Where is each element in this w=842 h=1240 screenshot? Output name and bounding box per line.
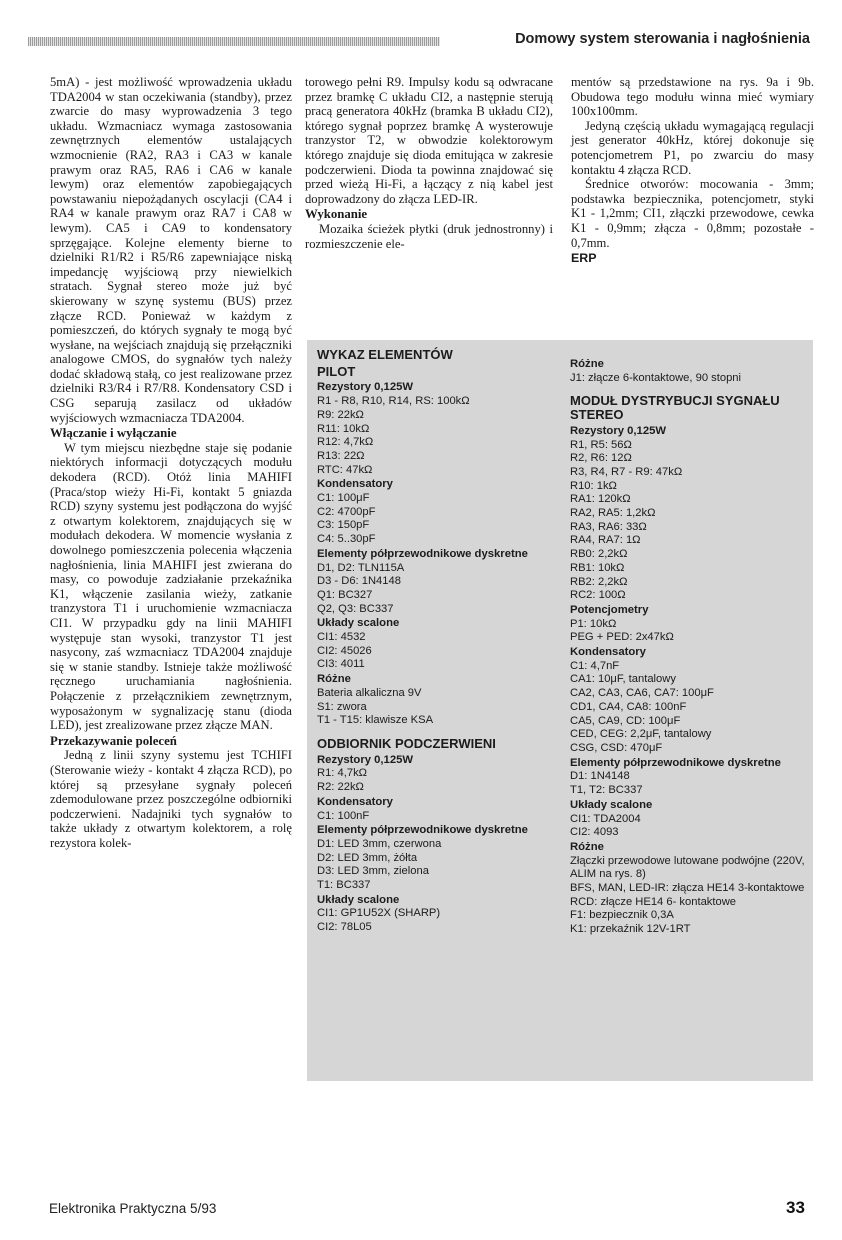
parts-item: R9: 22kΩ xyxy=(317,408,364,421)
parts-item: RTC: 47kΩ xyxy=(317,463,373,476)
text-column-1 xyxy=(50,75,292,850)
parts-item: R12: 4,7kΩ xyxy=(317,436,374,449)
parts-category: Elementy półprzewodnikowe dyskretne xyxy=(570,756,781,769)
parts-item: D1: 1N4148 xyxy=(570,770,630,783)
parts-category: Kondensatory xyxy=(317,795,393,808)
parts-category: Elementy półprzewodnikowe dyskretne xyxy=(317,547,528,560)
parts-item: CI1: TDA2004 xyxy=(570,812,641,825)
list-spacer xyxy=(570,348,808,357)
parts-item: D3 - D6: 1N4148 xyxy=(317,575,401,588)
parts-item: T1: BC337 xyxy=(317,879,371,892)
parts-item: R1 - R8, R10, R14, RS: 100kΩ xyxy=(317,395,470,408)
parts-item: CI2: 78L05 xyxy=(317,921,372,934)
parts-item: RB1: 10kΩ xyxy=(570,561,625,574)
parts-item: BFS, MAN, LED-IR: złącza HE14 3-kontaktowe xyxy=(570,882,805,895)
parts-list-title: WYKAZ ELEMENTÓW xyxy=(317,347,453,362)
parts-category: Różne xyxy=(570,358,604,370)
parts-category: Rezystory 0,125W xyxy=(317,753,414,766)
parts-section-heading: MODUŁ DYSTRYBUCJI SYGNAŁU STEREO xyxy=(570,393,780,423)
parts-item: F1: bezpiecznik 0,3A xyxy=(570,909,674,922)
parts-item: CED, CEG: 2,2μF, tantalowy xyxy=(570,728,712,741)
parts-category: Potencjometry xyxy=(570,603,649,616)
parts-item: RA2, RA5: 1,2kΩ xyxy=(570,507,656,520)
parts-item: C2: 4700pF xyxy=(317,505,376,518)
parts-item: R1: 4,7kΩ xyxy=(317,767,368,780)
parts-category: Różne xyxy=(570,840,604,853)
parts-item: K1: przekaźnik 12V-1RT xyxy=(570,923,691,936)
parts-item: Bateria alkaliczna 9V xyxy=(317,686,422,699)
parts-category: Rezystory 0,125W xyxy=(570,424,667,437)
parts-item: Q2, Q3: BC337 xyxy=(317,602,394,615)
parts-item: Złączki przewodowe lutowane podwójne (220V, ALIM na rys. 8) xyxy=(570,854,805,881)
paragraph: 5mA) - jest możliwość wprowadzenia układu TDA2004 w stan oczekiwania (standby), przez zwarcie do masy wyprowadzenia 3 tego układu. Wzmacniacz wymaga zastosowania zewnętrznych elementów ustalających wzmocnienie (RA2, RA3 i CA3 w kanale prawym oraz RA5, RA6 i CA6 w kanale lewym) oraz elementów zapobiegających powstawaniu niepożądanych oscylacji (CA4 i RA4 w kanale prawym oraz RA7 i CA8 w lewym). CA5 i CA9 to kondensatory sprzęgające. Kolejne elementy bierne to dzielniki R1/R2 i R5/R6 zapewniające niską impedancję wyjściową przy niewielkich stratach. Sygnał stereo może już być skierowany w szynę systemu (BUS) przez złącze RCD. Ponieważ w każdym z pomieszczeń, do których sygnały te mogą być wysłane, na wejściach znajdują się przełączniki analogowe CMOS, do sygnałów tych należy dodać składową stałą, co jest realizowane przez dzielniki R3/R4 i R7/R8. Kondensatory CSD i CSG separują zasilacz od układów wyjściowych wzmacniacza TDA2004. xyxy=(50,75,292,425)
parts-item: C1: 100nF xyxy=(317,809,370,822)
parts-item: C4: 5..30pF xyxy=(317,533,376,546)
paragraph: Jedyną częścią układu wymagającą regulacji jest generator 40kHz, której dokonuje się potencjometrem P1, po zwarciu do masy kontaktu 4 złącza RCD. xyxy=(571,118,814,177)
parts-item: R11: 10kΩ xyxy=(317,422,370,435)
parts-category: Kondensatory xyxy=(570,646,646,659)
parts-item: P1: 10kΩ xyxy=(570,617,617,630)
paragraph: torowego pełni R9. Impulsy kodu są odwracane przez bramkę C układu CI2, a następnie sterują pracą generatora 40kHz (bramka B układu CI2), którego sygnał poprzez bramkę A wysterowuje tranzystor T2, w obwodzie kolektorowym którego znajduje się dioda emitująca w zakresie podczerwieni. Dioda ta powinna znajdować się przed wieżą Hi-Fi, a łączący z nią kabel jest doprowadzony do złącza LED-IR. xyxy=(305,75,553,206)
parts-item: CI1: GP1U52X (SHARP) xyxy=(317,907,441,920)
parts-item: RA1: 120kΩ xyxy=(570,493,631,506)
parts-item: CI2: 4093 xyxy=(570,826,619,839)
section-heading: Wykonanie xyxy=(305,207,368,222)
paragraph: mentów są przedstawione na rys. 9a i 9b. Obudowa tego modułu winna mieć wymiary 100x100mm. xyxy=(571,75,814,119)
parts-item: R13: 22Ω xyxy=(317,449,365,462)
parts-item: C1: 100μF xyxy=(317,492,370,505)
parts-item: J1: złącze 6-kontaktowe, 90 stopni xyxy=(570,371,742,384)
parts-item: CI1: 4532 xyxy=(317,631,366,644)
parts-list-left-column xyxy=(317,348,557,935)
parts-section-heading: ODBIORNIK PODCZERWIENI xyxy=(317,735,496,751)
parts-item: D2: LED 3mm, żółta xyxy=(317,851,418,864)
parts-category: Kondensatory xyxy=(317,478,393,491)
parts-item: RC2: 100Ω xyxy=(570,589,626,602)
parts-category: Rezystory 0,125W xyxy=(317,381,414,394)
parts-category: Różne xyxy=(317,673,351,686)
parts-item: R1, R5: 56Ω xyxy=(570,438,632,451)
parts-item: D1: LED 3mm, czerwona xyxy=(317,837,442,850)
parts-item: CD1, CA4, CA8: 100nF xyxy=(570,700,687,713)
paragraph: Mozaika ścieżek płytki (druk jednostronny) i rozmieszczenie ele- xyxy=(305,221,553,251)
parts-item: PEG + PED: 2x47kΩ xyxy=(570,631,674,644)
parts-item: RB2: 2,2kΩ xyxy=(570,575,628,588)
text-column-2 xyxy=(305,75,553,251)
parts-item: T1, T2: BC337 xyxy=(570,784,643,797)
author-signature: ERP xyxy=(571,251,597,266)
page-number: 33 xyxy=(786,1198,805,1217)
paragraph: Jedną z linii szyny systemu jest TCHIFI (Sterowanie wieży - kontakt 4 złącza RCD), po której są przesyłane sygnały poleceń zdemodulowane przez poszczególne odbiorniki podczerwieni. Nadajniki tych sygnałów to także układy z otwartym kolektorem, a rolę rezystora kolek- xyxy=(50,748,292,850)
parts-item: CA2, CA3, CA6, CA7: 100μF xyxy=(570,687,714,700)
parts-list-right-column xyxy=(570,348,808,937)
parts-category: Elementy półprzewodnikowe dyskretne xyxy=(317,824,528,837)
parts-item: RCD: złącze HE14 6- kontaktowe xyxy=(570,895,737,908)
parts-item: S1: zwora xyxy=(317,700,367,713)
parts-item: C3: 150pF xyxy=(317,519,370,532)
parts-category: Układy scalone xyxy=(317,893,400,906)
text-column-3 xyxy=(571,75,814,266)
parts-item: CI3: 4011 xyxy=(317,658,365,671)
parts-item: RB0: 2,2kΩ xyxy=(570,548,628,561)
parts-item: RA3, RA6: 33Ω xyxy=(570,520,647,533)
parts-item: C1: 4,7nF xyxy=(570,659,620,672)
parts-category: Układy scalone xyxy=(317,617,400,630)
parts-list-box xyxy=(307,340,813,1081)
paragraph: W tym miejscu niezbędne staje się podanie niektórych informacji dotyczących modułu dekodera (RCD). Otóż linia MAHIFI (Praca/stop wieży Hi-Fi, kontakt 5 gniazda RCD) szyny systemu jest podłączona do wyjść z otwartym kolektorem, znajdujących się w modułach dekodera. W momencie wysłania z dowolnego pomieszczenia polecenia włączenia nagłośnienia, linia MAHIFI jest zwierana do masy, co powoduje zadziałanie przekaźnika K1, włączenie zasilania wieży, zatkanie tranzystora T1 i uruchomienie wzmacniacza CI1. W przypadku gdy na linii MAHIFI występuje stan wysoki, tranzystor T1 jest nasycony, zaś wzmacniacz TDA2004 znajduje się w stanie standby. Istnieje także możliwość ręcznego uruchamiania nagłośnienia. Połączenie z przełącznikiem zewnętrznym, wyposażonym w sygnalizację stanu (dioda LED), jest zrealizowane przez złącze MAN. xyxy=(50,440,292,733)
parts-item: RA4, RA7: 1Ω xyxy=(570,534,641,547)
parts-item: CA5, CA9, CD: 100μF xyxy=(570,714,681,727)
parts-item: T1 - T15: klawisze KSA xyxy=(317,714,434,727)
parts-item: R2, R6: 12Ω xyxy=(570,452,632,465)
parts-item: D3: LED 3mm, zielona xyxy=(317,865,429,878)
header-pattern-bar xyxy=(28,37,440,46)
parts-section-heading: PILOT xyxy=(317,363,356,379)
section-heading: Włączanie i wyłączanie xyxy=(50,426,177,441)
parts-item: R3, R4, R7 - R9: 47kΩ xyxy=(570,465,683,478)
journal-footer: Elektronika Praktyczna 5/93 xyxy=(49,1201,217,1216)
running-title: Domowy system sterowania i nagłośnienia xyxy=(515,31,810,47)
parts-item: CI2: 45026 xyxy=(317,644,372,657)
parts-item: CSG, CSD: 470μF xyxy=(570,741,663,754)
paragraph: Średnice otworów: mocowania - 3mm; podstawka bezpiecznika, potencjometr, styki K1 - 1,2mm; CI1, złączki przewodowe, cewka K1 - 0,9mm; złącza - 0,8mm; pozostałe - 0,7mm. xyxy=(571,177,814,250)
parts-item: D1, D2: TLN115A xyxy=(317,561,405,574)
section-heading: Przekazywanie poleceń xyxy=(50,733,177,748)
parts-item: CA1: 10μF, tantalowy xyxy=(570,673,676,686)
parts-category: Układy scalone xyxy=(570,798,653,811)
parts-item: R10: 1kΩ xyxy=(570,479,617,492)
parts-item: Q1: BC327 xyxy=(317,588,373,601)
parts-item: R2: 22kΩ xyxy=(317,781,364,794)
